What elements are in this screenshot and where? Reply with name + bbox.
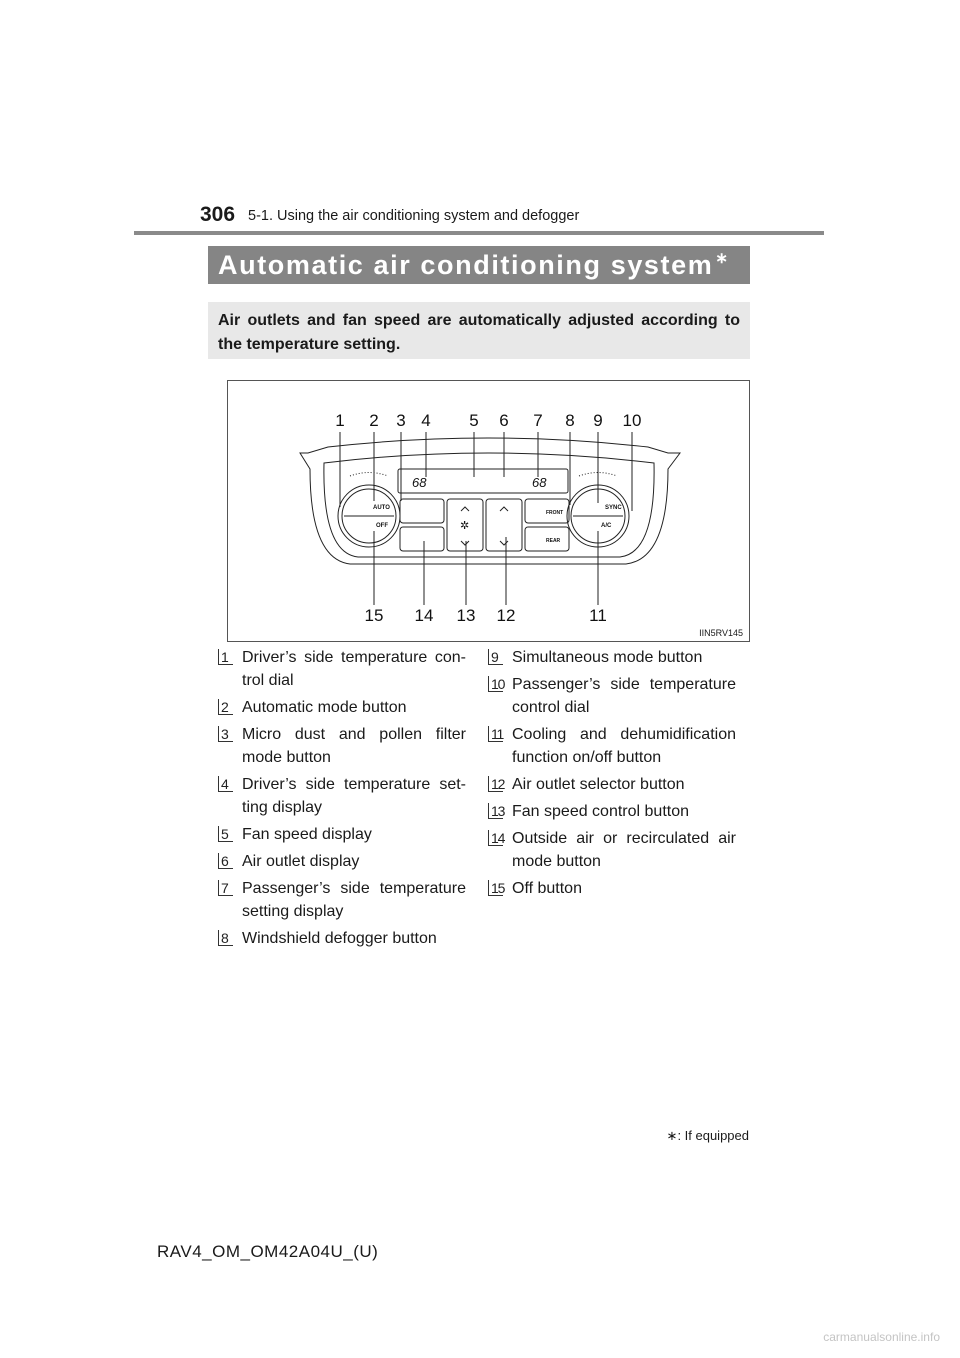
watermark: carmanualsonline.info bbox=[823, 1330, 940, 1344]
legend-item-number: 15 bbox=[488, 880, 503, 896]
legend-item bbox=[218, 927, 466, 950]
section-title-text: Automatic air conditioning system bbox=[218, 250, 714, 280]
figure-code: IIN5RV145 bbox=[699, 628, 743, 638]
callout-number: 2 bbox=[369, 411, 379, 430]
legend-item-number: 13 bbox=[488, 803, 503, 819]
legend-item bbox=[488, 673, 736, 719]
callout-number: 6 bbox=[499, 411, 509, 430]
legend-item-text: Air outlet display bbox=[242, 853, 360, 870]
legend-item bbox=[218, 877, 466, 923]
footnote-marker: ∗ bbox=[666, 1128, 678, 1143]
legend-item-number: 5 bbox=[218, 826, 233, 842]
legend-item-text: Passenger’s side temperature control dial bbox=[512, 676, 736, 716]
callout-number: 10 bbox=[622, 411, 642, 430]
legend-item bbox=[218, 696, 466, 719]
legend-item bbox=[218, 723, 466, 769]
legend-item-text: Driver’s side temperature con-trol dial bbox=[242, 649, 466, 689]
legend-item-number: 11 bbox=[488, 726, 503, 742]
if-equipped-marker: ∗ bbox=[715, 250, 730, 267]
legend-item bbox=[488, 723, 736, 769]
legend-item-text: Off button bbox=[512, 880, 582, 897]
auto-button-label: AUTO bbox=[373, 505, 390, 511]
chapter-heading: 5-1. Using the air conditioning system and defogger bbox=[248, 208, 580, 224]
legend-list-left bbox=[218, 646, 466, 954]
intro-text: Air outlets and fan speed are automatically adjusted according to the temperature setting. bbox=[208, 302, 750, 359]
legend-item-number: 10 bbox=[488, 676, 503, 692]
legend-item bbox=[218, 850, 466, 873]
legend-item bbox=[488, 827, 736, 873]
legend-item-text: Fan speed control button bbox=[512, 803, 690, 820]
document-id: RAV4_OM_OM42A04U_(U) bbox=[157, 1242, 379, 1261]
legend-item-number: 12 bbox=[488, 776, 503, 792]
callout-number: 3 bbox=[396, 411, 406, 430]
legend-item-number: 14 bbox=[488, 830, 503, 846]
callout-number: 4 bbox=[421, 411, 431, 430]
page-number: 306 bbox=[200, 203, 236, 226]
callout-number: 9 bbox=[593, 411, 603, 430]
climate-control-panel-figure bbox=[227, 380, 750, 642]
legend-item bbox=[218, 823, 466, 846]
legend-item-text: Cooling and dehumidification function on/off button bbox=[512, 726, 736, 766]
display-left-temp: 68 bbox=[412, 475, 427, 490]
footnote-text: : If equipped bbox=[677, 1128, 749, 1143]
front-button-label: FRONT bbox=[546, 510, 564, 516]
legend-item-text: Automatic mode button bbox=[242, 699, 407, 716]
legend-item bbox=[488, 646, 736, 669]
callout-number: 11 bbox=[589, 606, 607, 625]
legend-item bbox=[218, 773, 466, 819]
footnote bbox=[667, 1128, 749, 1144]
legend-item-text: Fan speed display bbox=[242, 826, 372, 843]
callout-number: 1 bbox=[335, 411, 345, 430]
legend-item-text: Windshield defogger button bbox=[242, 930, 437, 947]
display-right-temp: 68 bbox=[532, 475, 547, 490]
legend-item-number: 8 bbox=[218, 930, 233, 946]
legend-item-text: Air outlet selector button bbox=[512, 776, 685, 793]
legend-item-number: 3 bbox=[218, 726, 233, 742]
callout-number: 5 bbox=[469, 411, 479, 430]
legend-item-number: 7 bbox=[218, 880, 233, 896]
legend-item bbox=[218, 646, 466, 692]
legend-item-text: Micro dust and pollen filter mode button bbox=[242, 726, 466, 766]
ac-button-label: A/C bbox=[601, 523, 612, 529]
legend-item-text: Passenger’s side temperature setting display bbox=[242, 880, 466, 920]
header-divider bbox=[134, 231, 824, 235]
legend-item-number: 9 bbox=[488, 649, 503, 665]
callout-number: 12 bbox=[496, 606, 516, 625]
callout-number: 15 bbox=[364, 606, 384, 625]
sync-button-label: SYNC bbox=[605, 505, 622, 511]
legend-list-right bbox=[488, 646, 736, 904]
rear-button-label: REAR bbox=[546, 538, 561, 544]
legend-item-text: Outside air or recirculated air mode button bbox=[512, 830, 736, 870]
off-button-label: OFF bbox=[376, 523, 388, 529]
fan-icon: ✲ bbox=[460, 520, 470, 532]
callout-number: 7 bbox=[533, 411, 543, 430]
legend-item-number: 1 bbox=[218, 649, 233, 665]
section-title bbox=[208, 246, 750, 284]
panel-illustration bbox=[228, 381, 749, 641]
callout-number: 14 bbox=[414, 606, 434, 625]
legend-item bbox=[488, 800, 736, 823]
legend-item-text: Driver’s side temperature set-ting display bbox=[242, 776, 466, 816]
legend-item bbox=[488, 877, 736, 900]
legend-item-number: 4 bbox=[218, 776, 233, 792]
legend-item bbox=[488, 773, 736, 796]
legend-item-text: Simultaneous mode button bbox=[512, 649, 703, 666]
callout-number: 13 bbox=[456, 606, 476, 625]
legend-item-number: 6 bbox=[218, 853, 233, 869]
legend-item-number: 2 bbox=[218, 699, 233, 715]
callout-number: 8 bbox=[565, 411, 575, 430]
